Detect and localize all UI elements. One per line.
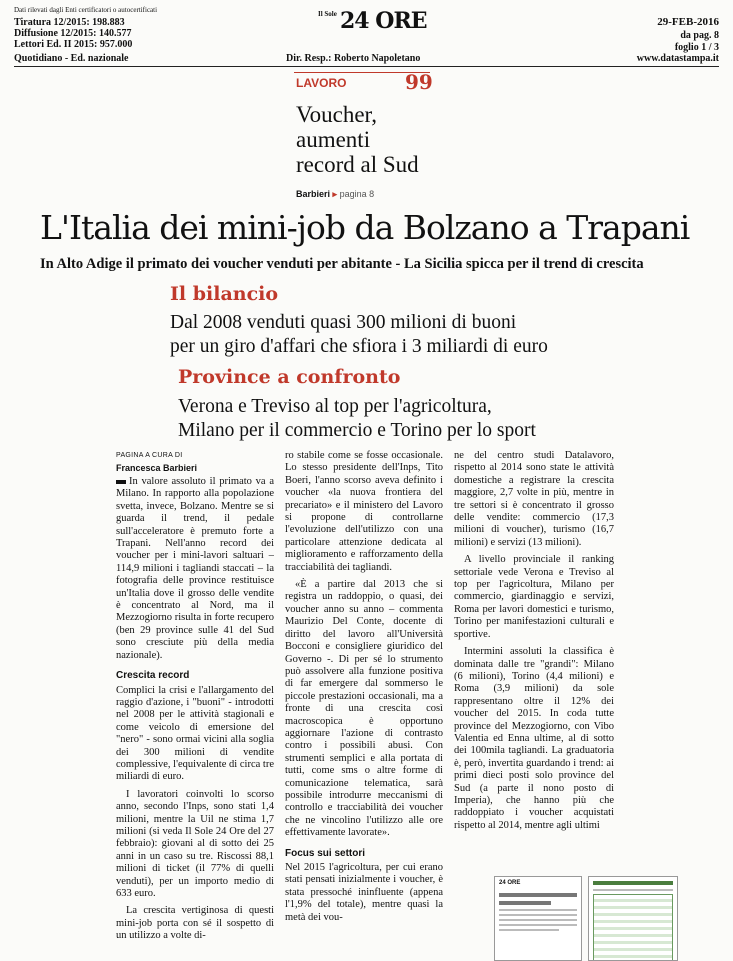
teaser-author: Barbieri: [296, 189, 331, 199]
paragraph: ro stabile come se fosse occasionale. Lo stesso presidente dell'Inps, Tito Boeri, l'anno scorso aveva definito i voucher «la nuova frontiera del precariato» e il ministero del Lavoro si propone di controllarne l'evoluzione dell'utilizzo con una particolare attenzione dedicata al miglioramento e rafforzamento della tracciabilità dei tagliandi.: [285, 450, 443, 573]
main-headline: L'Italia dei mini-job da Bolzano a Trapani: [40, 208, 690, 247]
paragraph: Nel 2015 l'agricoltura, per cui erano stati pensati inizialmente i voucher, è stata pressoché ininfluente (appena l'1,9% del totale), mentre quasi la metà dei vou-: [285, 862, 443, 923]
deck-line: Verona e Treviso al top per l'agricoltura,: [178, 396, 492, 417]
deck-province: [178, 395, 536, 443]
sheet-label: foglio 1 / 3: [674, 42, 719, 53]
thumbnail-logo: 24 ORE: [499, 880, 521, 886]
date-label: 29-FEB-2016: [657, 16, 719, 28]
teaser-title-line: record al Sud: [296, 152, 419, 177]
paragraph: [116, 476, 274, 662]
thumbnail-table: [593, 894, 673, 961]
subheadline: In Alto Adige il primato dei voucher venduti per abitante - La Sicilia spicca per il trend di crescita: [40, 256, 644, 272]
teaser-title-line: Voucher,: [296, 102, 378, 127]
paragraph: ne del centro studi Datalavoro, rispetto al 2014 sono state le attività domestiche a registrare la crescita maggiore, 2,7 volte in più, mentre in tre settori si è concentrato il grosso delle vendite: commercio (17,3 milioni di voucher), turismo (16,7 milioni) e servizi (13 milioni).: [454, 450, 614, 548]
paragraph: «È a partire dal 2013 che si registra un raddoppio, o quasi, dei voucher anno su anno – commenta Maurizio Del Conte, docente di diritto del lavoro all'Università Bocconi e consigliere giuridico del Governo -. Di per sé lo strumento può assolvere alla funzione positiva di far emergere dal sommerso le piccole prestazioni occasionali, ma a fronte di una crescita così macroscopica è opportuno aggiornare l'azione di contrasto contro i possibili abusi. Con strumenti semplici e alla portata di tutti, come sms o altre forme di comunicazione telematica, sarà possibile introdurre meccanismi di controllo e tracciabilità dei voucher che ne vincolino l'utilizzo alle ore effettivamente lavorate».: [285, 579, 443, 839]
deck-line: Milano per il commercio e Torino per lo sport: [178, 420, 536, 441]
teaser-page: pagina 8: [339, 189, 375, 199]
paragraph: Intermini assoluti la classifica è dominata dalle tre "grandi": Milano (6 milioni), Torino (4,4 milioni) e Roma (3,9 milioni) da sole rappresentano oltre il 12% dei voucher del 2015. In coda tutte province del Mezzogiorno, con Vibo Valentia ed Enna ultime, al di sotto dei 100mila tagliandi. La graduatoria è, però, invertita guardando i trend: ai primi dieci posti solo province del Sud (a parte il nono posto di Imperia), che hanno più che raddoppiato i voucher acquistati rispetto al 2014, mentre agli ultimi: [454, 646, 614, 831]
logo-prefix: Il Sole: [318, 10, 337, 18]
article-column-2: [285, 450, 443, 959]
paragraph: Complici la crisi e l'allargamento del raggio d'azione, i "buoni" - introdotti nel 2008 per le attività stagionali e come veicolo di emersione del "nero" - sono ormai vicini alla soglia dei 300 milioni di vendite complessive, l'equivalente di circa tre miliardi di euro.: [116, 684, 274, 783]
paragraph: A livello provinciale il ranking settoriale vede Verona e Treviso al top per l'agricoltura, Milano per commercio, giardinaggio e servizi, Roma per lavori domestici e turismo, Torino per manifestazioni culturali e sportive.: [454, 554, 614, 640]
page-thumbnail-right: [588, 876, 678, 961]
quote-icon: 99: [405, 70, 433, 94]
teaser-byline: [296, 189, 374, 200]
director-label: Dir. Resp.: Roberto Napoletano: [286, 53, 421, 64]
section-heading: Crescita record: [116, 670, 190, 682]
website-label: www.datastampa.it: [636, 53, 719, 64]
section-heading: Focus sui settori: [285, 847, 366, 859]
article-column-3: [454, 450, 614, 873]
teaser-title: [296, 102, 419, 177]
paragraph: La crescita vertiginosa di questi mini-job porta con sé il sospetto di un utilizzo a volte di-: [116, 905, 274, 942]
deck-bilancio: [170, 311, 548, 359]
paragraph: I lavoratori coinvolti lo scorso anno, secondo l'Inps, sono stati 1,4 milioni, mentre la Uil ne stima 1,7 milioni (si veda Il Sole 24 Ore del 27 febbraio): giovani al di sotto dei 25 anni in un caso su tre. Riscossi 88,1 milioni di ticket (il 77% di quelli venduti), per un importo medio di 633 euro.: [116, 788, 274, 899]
newspaper-logo: 24 ORE: [340, 8, 427, 34]
author-name: Francesca Barbieri: [116, 463, 198, 473]
tiratura-label: Tiratura 12/2015: 198.883: [14, 17, 125, 28]
deck-line: per un giro d'affari che sfiora i 3 miliardi di euro: [170, 336, 548, 357]
section-label: LAVORO: [296, 76, 347, 90]
kicker-bilancio: Il bilancio: [170, 283, 279, 305]
quotidiano-label: Quotidiano - Ed. nazionale: [14, 53, 129, 64]
from-page-label: da pag. 8: [680, 30, 719, 41]
page-thumbnail-left: [494, 876, 582, 961]
article-column-1: [116, 476, 274, 959]
lettori-label: Lettori Ed. II 2015: 957.000: [14, 39, 133, 50]
masthead-rule: [14, 66, 719, 67]
author-label: PAGINA A CURA DI: [116, 452, 183, 459]
certification-note: Dati rilevati dagli Enti certificatori o autocertificati: [14, 6, 158, 14]
paragraph-text: In valore assoluto il primato va a Milano. In rapporto alla popolazione svetta, invece, Bolzano. Mentre se si guarda il trend, il pedale sull'acceleratore è premuto forte a Trapani. Nell'anno record dei voucher per i mini-lavori saltuari – 114,9 milioni i tagliandi staccati – la fotografia delle province restituisce un'Italia dove il grosso delle vendite è concentrato al Nord, ma il Mezzogiorno risulta in forte recupero (ben 29 province sulle 41 del Sud sono cresciute più della media nazionale).: [116, 476, 274, 661]
kicker-province: Province a confronto: [178, 366, 401, 388]
teaser-title-line: aumenti: [296, 127, 371, 152]
chevron-right-icon: ▸: [332, 189, 340, 199]
diffusione-label: Diffusione 12/2015: 140.577: [14, 28, 132, 39]
deck-line: Dal 2008 venduti quasi 300 milioni di buoni: [170, 312, 517, 333]
paragraph-marker-icon: [116, 480, 126, 484]
